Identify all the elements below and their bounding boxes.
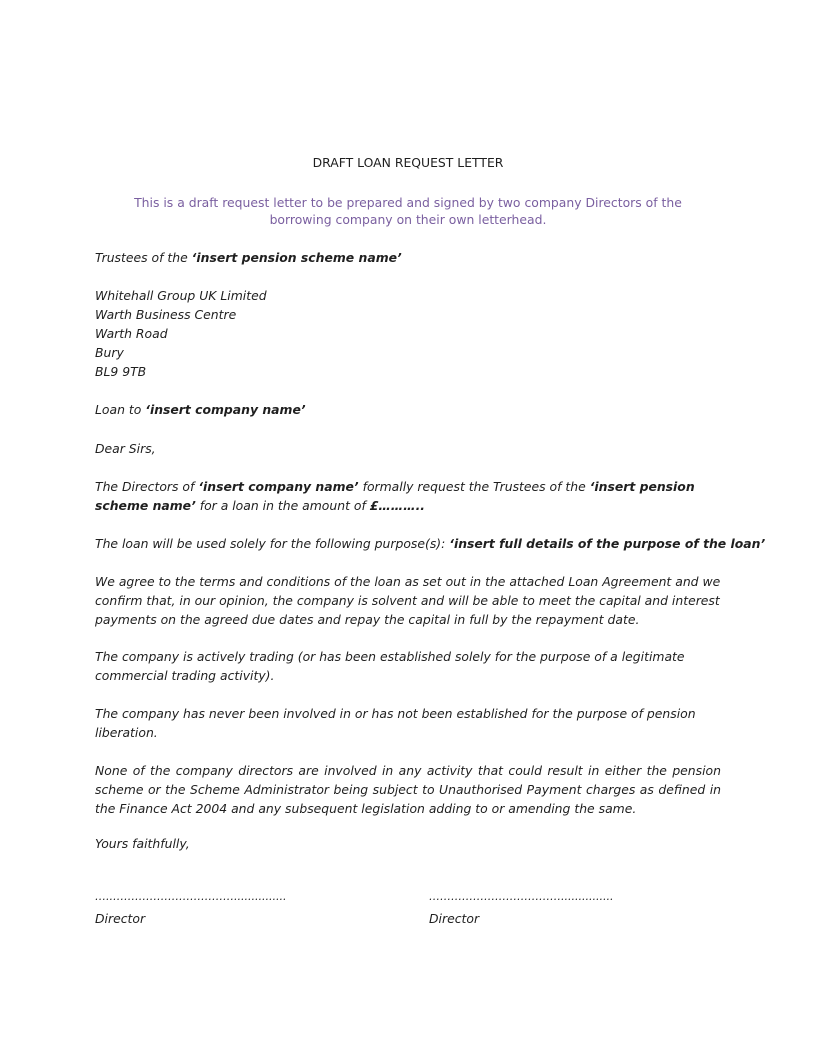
terms-paragraph: We agree to the terms and conditions of the loan as set out in the attached Loan Agreement and we confirm that, in our opinion, the company is solvent and will be able to meet the capital and interest payments on the agreed due dates and repay the capital in full by the repayment date. [95, 574, 721, 627]
request-text-2: formally request the Trustees of the [358, 479, 590, 494]
trading-paragraph: The company is actively trading (or has been established solely for the purpose of a legitimate commercial trading activity). [95, 649, 685, 683]
purpose-paragraph [95, 534, 766, 553]
request-text-1: The Directors of [95, 479, 199, 494]
address-line: Warth Road [95, 326, 168, 341]
request-text-3: for a loan in the amount of [195, 498, 370, 513]
purpose-prefix: The loan will be used solely for the following purpose(s): [95, 536, 450, 551]
request-scheme-placeholder: ‘insert pension scheme name’ [95, 479, 695, 513]
trustees-line [95, 248, 402, 267]
trustees-placeholder: ‘insert pension scheme name’ [191, 250, 402, 265]
address-line: BL9 9TB [95, 364, 147, 379]
salutation: Dear Sirs, [95, 441, 156, 456]
address-line: Bury [95, 345, 124, 360]
signature-label-1: Director [95, 911, 146, 926]
address-block [95, 286, 267, 381]
page-title: DRAFT LOAN REQUEST LETTER [312, 155, 504, 170]
request-paragraph [95, 477, 721, 515]
trustees-prefix: Trustees of the [95, 250, 192, 265]
loan-to-placeholder: ‘insert company name’ [145, 402, 306, 417]
signature-line-1: …..……………………………............... [95, 890, 287, 903]
signature-label-2: Director [429, 911, 480, 926]
loan-to-line [95, 400, 306, 419]
intro-note: This is a draft request letter to be prepared and signed by two company Directors of the borrowing company on their own letterhead. [134, 195, 682, 227]
request-amount: £……….. [369, 498, 425, 513]
address-line: Warth Business Centre [95, 307, 237, 322]
purpose-placeholder: ‘insert full details of the purpose of the loan’ [449, 536, 766, 551]
directors-paragraph: None of the company directors are involved in any activity that could result in either the pension scheme or the Scheme Administrator being subject to Unauthorised Payment charges as defined in the Finance Act 2004 and any subsequent legislation adding to or amending the same. [95, 763, 721, 816]
loan-to-prefix: Loan to [95, 402, 146, 417]
address-line: Whitehall Group UK Limited [95, 288, 267, 303]
request-company-placeholder: ‘insert company name’ [198, 479, 359, 494]
signature-line-2: ………………………………............... [429, 890, 614, 903]
liberation-paragraph: The company has never been involved in or has not been established for the purpose of pension liberation. [95, 706, 696, 740]
closing: Yours faithfully, [95, 836, 190, 851]
